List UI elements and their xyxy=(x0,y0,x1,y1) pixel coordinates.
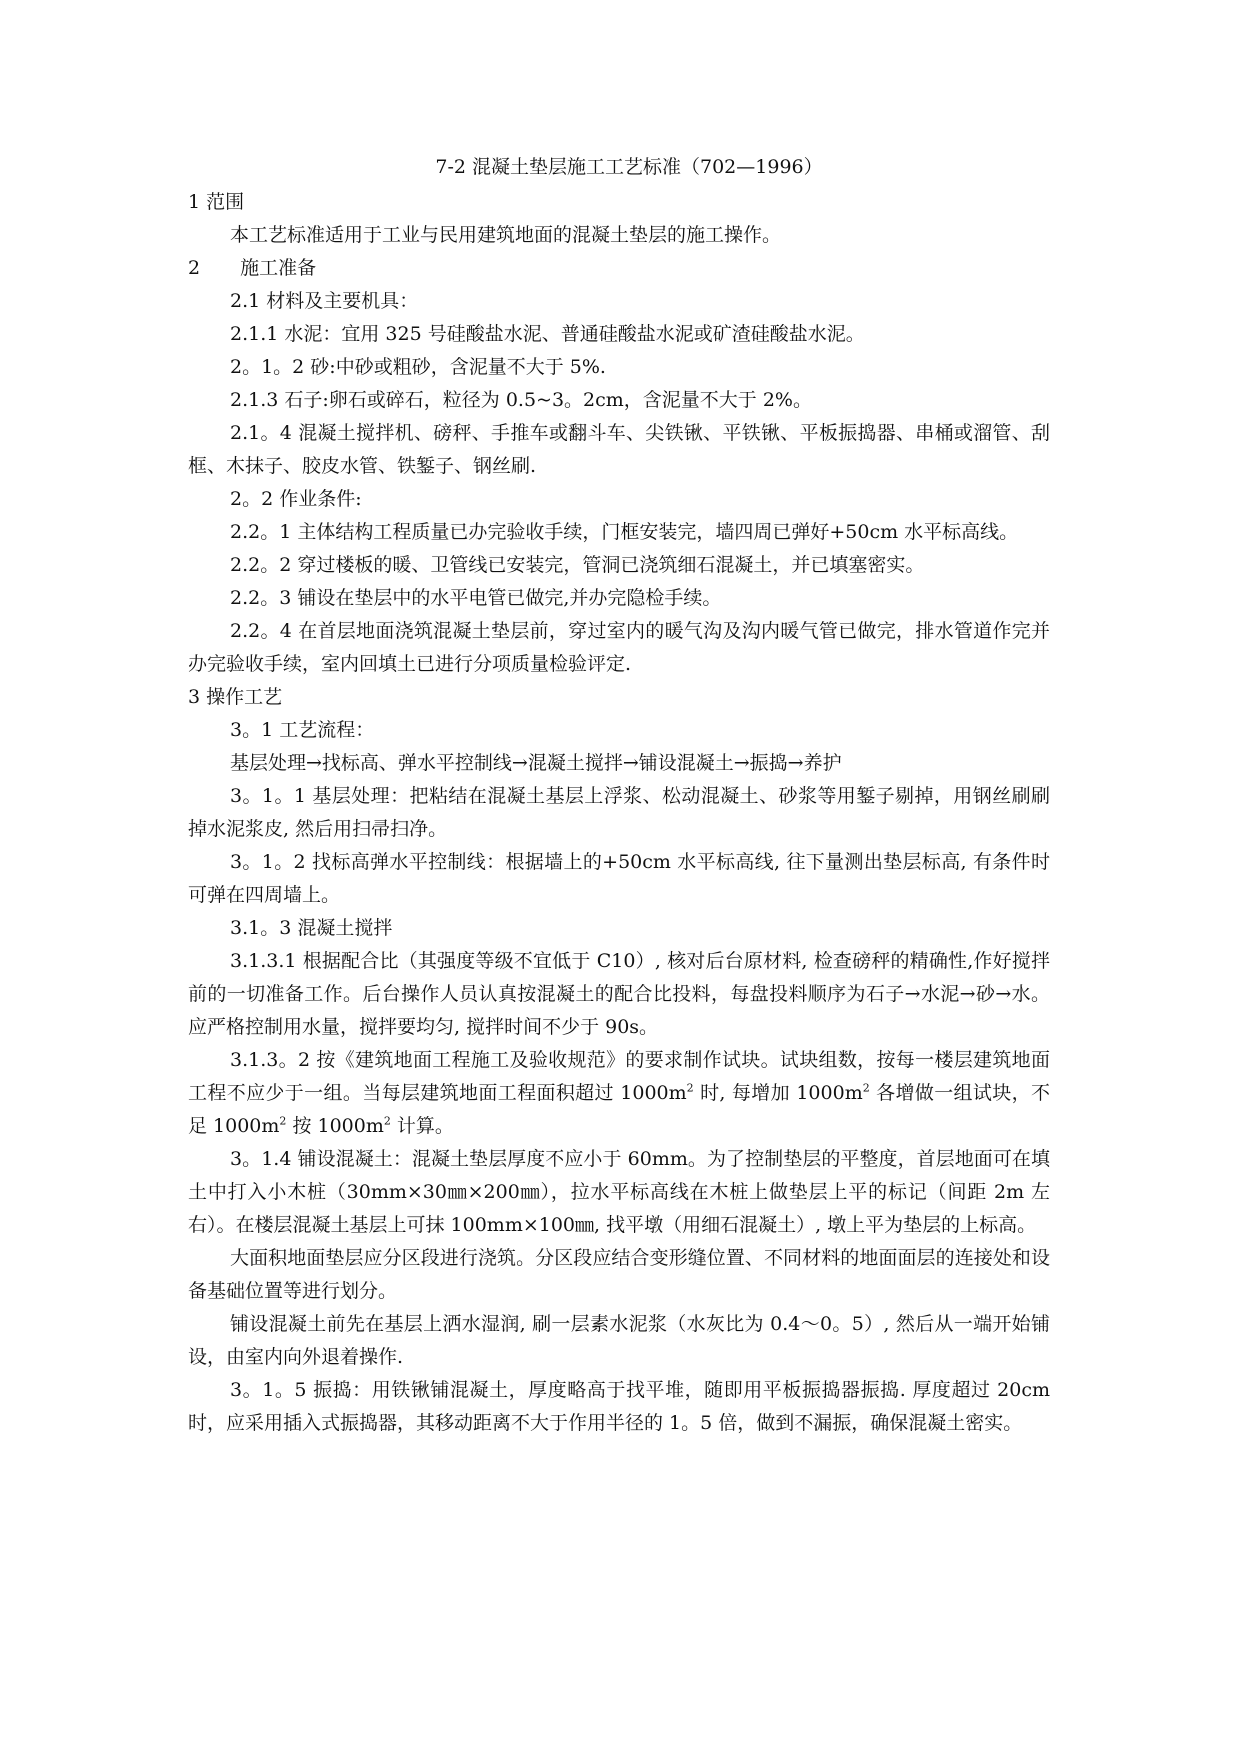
document-title: 7-2 混凝土垫层施工工艺标准（702—1996） xyxy=(435,156,823,178)
section-2-title: 施工准备 xyxy=(240,257,317,279)
clause-2-2: 2。2 作业条件: xyxy=(230,488,362,510)
section-2-heading xyxy=(188,252,1050,285)
clause-2-2-2: 2.2。2 穿过楼板的暖、卫管线已安装完，管洞已浇筑细石混凝土，并已填塞密实。 xyxy=(230,554,925,576)
superscript-2: 2 xyxy=(383,1114,391,1128)
clause-3-1-3-2-text-e: 计算。 xyxy=(390,1115,454,1137)
clause-3-1: 3。1 工艺流程： xyxy=(230,719,375,741)
clause-3-1-5: 3。1。5 振捣：用铁锹铺混凝土，厚度略高于找平堆，随即用平板振捣器振捣. 厚度超过 20cm 时，应采用插入式振捣器，其移动距离不大于作用半径的 1。5 倍，做到不漏振，确保混凝土密实。 xyxy=(188,1379,1050,1434)
clause-2-1-1: 2.1.1 水泥：宜用 325 号硅酸盐水泥、普通硅酸盐水泥或矿渣硅酸盐水泥。 xyxy=(230,323,865,345)
clause-3-1-3-2-text-b: 时, 每增加 1000m xyxy=(693,1082,863,1104)
clause-2-2-4: 2.2。4 在首层地面浇筑混凝土垫层前，穿过室内的暖气沟及沟内暖气管已做完，排水管道作完并办完验收手续，室内回填土已进行分项质量检验评定. xyxy=(188,620,1050,675)
clause-3-1-4: 3。1.4 铺设混凝土：混凝土垫层厚度不应小于 60mm。为了控制垫层的平整度，首层地面可在填土中打入小木桩（30mm×30㎜×200㎜），拉水平标高线在木桩上做垫层上平的标记（间距 2m 左右）。在楼层混凝土基层上可抹 100mm×100㎜, 找平墩（用细石混凝土）, 墩上平为垫层的上标高。 xyxy=(188,1148,1050,1236)
clause-3-1-3-2-text-c: 各增做一组试块，不足 1000m xyxy=(188,1082,1050,1137)
superscript-2: 2 xyxy=(279,1114,287,1128)
clause-3-1-2: 3。1。2 找标高弹水平控制线：根据墙上的+50cm 水平标高线, 往下量测出垫层标高, 有条件时可弹在四周墙上。 xyxy=(188,851,1050,906)
document-body xyxy=(188,152,1050,1440)
section-2-number: 2 xyxy=(188,257,201,279)
clause-3-1-3-2-text-d: 按 1000m xyxy=(286,1115,384,1137)
clause-2-1-4: 2.1。4 混凝土搅拌机、磅秤、手推车或翻斗车、尖铁锹、平铁锹、平板振捣器、串桶或溜管、刮框、木抹子、胶皮水管、铁錾子、钢丝刷. xyxy=(188,422,1050,477)
clause-3-1-4-paragraph-3: 铺设混凝土前先在基层上洒水湿润, 刷一层素水泥浆（水灰比为 0.4～0。5）, 然后从一端开始铺设，由室内向外退着操作. xyxy=(188,1313,1050,1368)
clause-2-1: 2.1 材料及主要机具： xyxy=(230,290,419,312)
process-flow: 基层处理→找标高、弹水平控制线→混凝土搅拌→铺设混凝土→振捣→养护 xyxy=(230,752,842,774)
section-3-heading: 3 操作工艺 xyxy=(188,686,283,708)
clause-3-1-3-2-text-a: 3.1.3。2 按《建筑地面工程施工及验收规范》的要求制作试块。试块组数，按每一楼层建筑地面工程不应少于一组。当每层建筑地面工程面积超过 1000m xyxy=(188,1049,1050,1104)
clause-3-1-3-1: 3.1.3.1 根据配合比（其强度等级不宜低于 C10）, 核对后台原材料, 检查磅秤的精确性,作好搅拌前的一切准备工作。后台操作人员认真按混凝土的配合比投料，每盘投料顺序为石子→水泥→砂→水。应严格控制用水量，搅拌要均匀, 搅拌时间不少于 90s。 xyxy=(188,950,1050,1038)
section-1-paragraph: 本工艺标准适用于工业与民用建筑地面的混凝土垫层的施工操作。 xyxy=(230,224,782,246)
clause-2-2-1: 2.2。1 主体结构工程质量已办完验收手续，门框安装完，墙四周已弹好+50cm 水平标高线。 xyxy=(230,521,1019,543)
clause-2-2-3: 2.2。3 铺设在垫层中的水平电管已做完,并办完隐检手续。 xyxy=(230,587,722,609)
clause-2-1-3: 2.1.3 石子:卵石或碎石，粒径为 0.5~3。2cm，含泥量不大于 2%。 xyxy=(230,389,812,411)
section-1-heading: 1 范围 xyxy=(188,191,245,213)
clause-3-1-4-paragraph-2: 大面积地面垫层应分区段进行浇筑。分区段应结合变形缝位置、不同材料的地面面层的连接处和设备基础位置等进行划分。 xyxy=(188,1247,1050,1302)
clause-2-1-2: 2。1。2 砂:中砂或粗砂，含泥量不大于 5%. xyxy=(230,356,606,378)
clause-3-1-3: 3.1。3 混凝土搅拌 xyxy=(230,917,393,939)
superscript-2: 2 xyxy=(686,1081,694,1095)
clause-3-1-3-2 xyxy=(188,1044,1050,1143)
superscript-2: 2 xyxy=(862,1081,870,1095)
clause-3-1-1: 3。1。1 基层处理：把粘结在混凝土基层上浮浆、松动混凝土、砂浆等用錾子剔掉，用钢丝刷刷掉水泥浆皮, 然后用扫帚扫净。 xyxy=(188,785,1050,840)
